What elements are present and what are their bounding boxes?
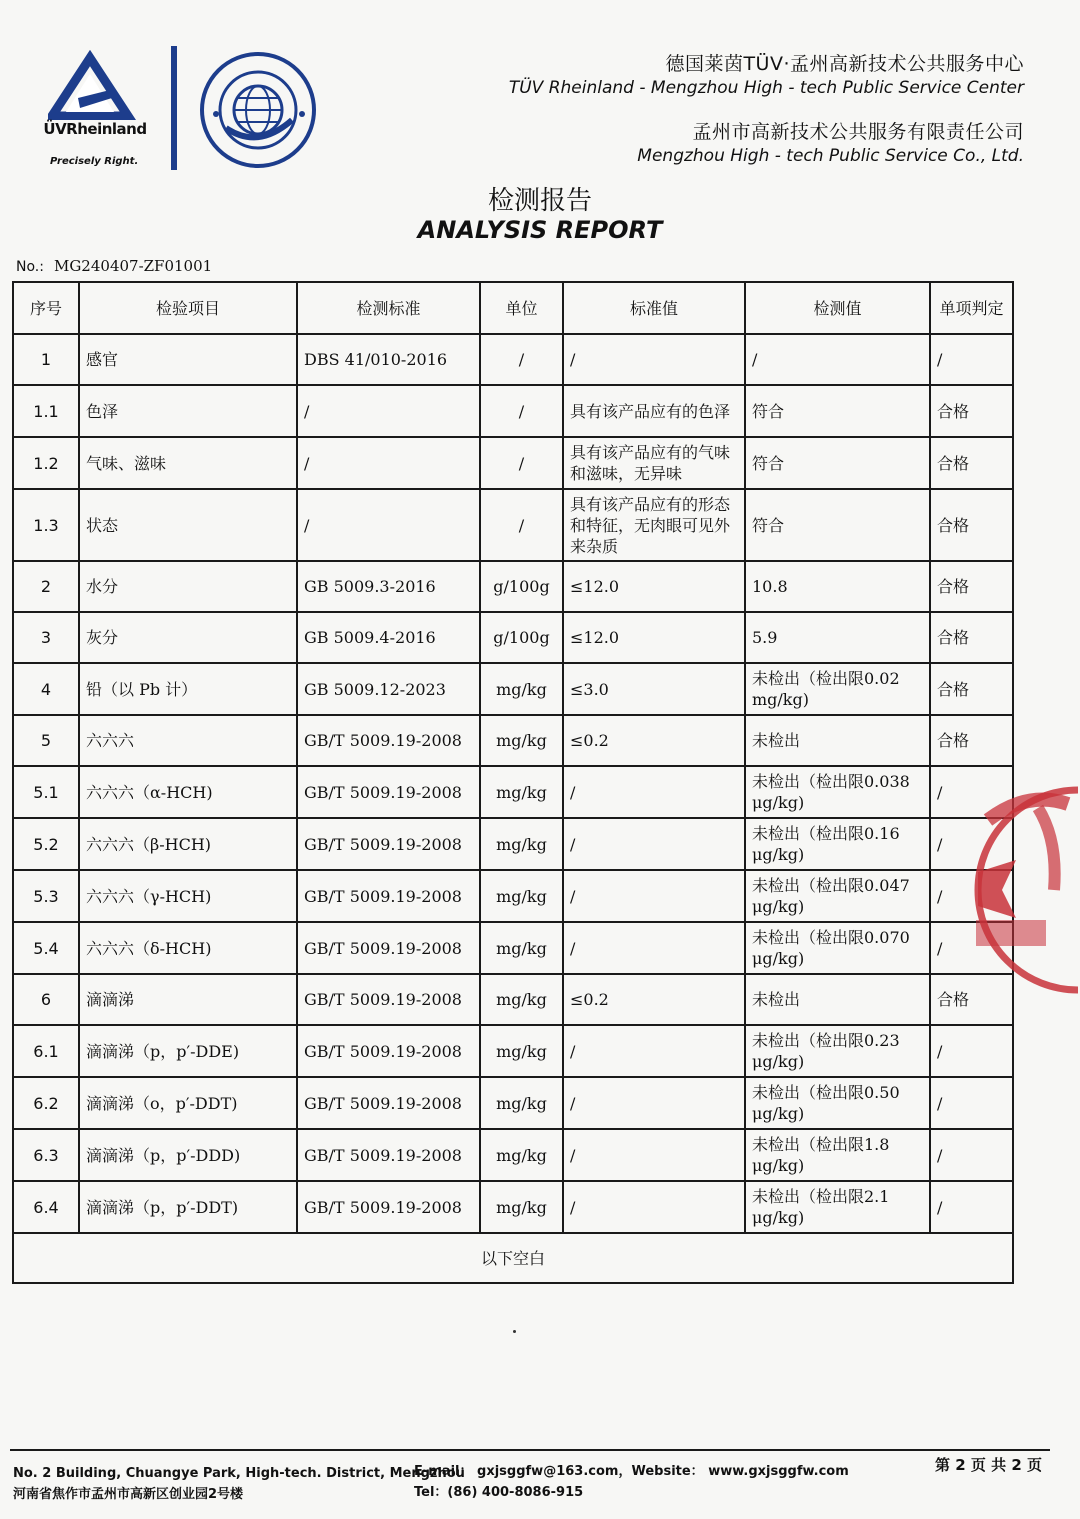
cell-unit: mg/kg	[480, 1129, 563, 1181]
cell-seq: 1.1	[13, 385, 79, 437]
report-number-value: MG240407-ZF01001	[53, 257, 213, 275]
header-divider	[171, 46, 177, 170]
cell-item: 六六六（γ-HCH)	[79, 870, 297, 922]
cell-item: 滴滴涕（p，p′-DDE)	[79, 1025, 297, 1077]
cell-limit: ≤0.2	[563, 974, 745, 1025]
telephone: Tel：(86) 400-8086-915	[414, 1485, 584, 1500]
scan-speck	[513, 1330, 516, 1333]
cell-unit: /	[480, 334, 563, 385]
tuv-triangle-icon	[48, 50, 138, 120]
report-number-label: No.:	[16, 259, 44, 275]
cell-item: 铅（以 Pb 计）	[79, 663, 297, 715]
cell-limit: /	[563, 766, 745, 818]
cell-standard: GB/T 5009.19-2008	[297, 715, 480, 766]
cell-judgement: /	[930, 818, 1013, 870]
cell-seq: 4	[13, 663, 79, 715]
cell-unit: mg/kg	[480, 663, 563, 715]
table-row	[13, 1025, 1013, 1077]
org-name-en-1: TÜV Rheinland - Mengzhou High - tech Public Service Center	[508, 78, 1024, 98]
cell-standard: GB/T 5009.19-2008	[297, 1181, 480, 1233]
cell-limit: ≤12.0	[563, 612, 745, 663]
cell-item: 感官	[79, 334, 297, 385]
cell-judgement: /	[930, 334, 1013, 385]
report-number	[16, 257, 212, 275]
table-row	[13, 334, 1013, 385]
cell-limit: /	[563, 1181, 745, 1233]
cell-unit: mg/kg	[480, 922, 563, 974]
cell-seq: 5.3	[13, 870, 79, 922]
cell-result: /	[745, 334, 930, 385]
cell-judgement: /	[930, 1025, 1013, 1077]
cell-unit: mg/kg	[480, 766, 563, 818]
footer-contact	[414, 1461, 849, 1503]
cell-judgement: /	[930, 870, 1013, 922]
cell-judgement: /	[930, 1129, 1013, 1181]
cell-judgement: 合格	[930, 974, 1013, 1025]
analysis-table	[12, 281, 1014, 1284]
cell-judgement: 合格	[930, 385, 1013, 437]
table-blank-row	[13, 1233, 1013, 1283]
cell-result: 未检出（检出限2.1 μg/kg)	[745, 1181, 930, 1233]
cell-result: 符合	[745, 437, 930, 489]
cell-standard: GB/T 5009.19-2008	[297, 870, 480, 922]
cell-item: 六六六（α-HCH)	[79, 766, 297, 818]
cell-limit: /	[563, 334, 745, 385]
cell-seq: 6.2	[13, 1077, 79, 1129]
cell-limit: /	[563, 922, 745, 974]
cell-unit: /	[480, 489, 563, 561]
table-row	[13, 715, 1013, 766]
cell-item: 气味、滋味	[79, 437, 297, 489]
cell-judgement: 合格	[930, 489, 1013, 561]
cell-seq: 1.3	[13, 489, 79, 561]
header-seq: 序号	[13, 282, 79, 334]
organization-header	[509, 52, 1024, 168]
table-row	[13, 1129, 1013, 1181]
cell-standard: GB/T 5009.19-2008	[297, 818, 480, 870]
header-result: 检测值	[745, 282, 930, 334]
cell-standard: GB/T 5009.19-2008	[297, 1025, 480, 1077]
table-header-row	[13, 282, 1013, 334]
cell-standard: GB/T 5009.19-2008	[297, 1129, 480, 1181]
cell-result: 未检出（检出限0.50 μg/kg)	[745, 1077, 930, 1129]
cell-result: 符合	[745, 489, 930, 561]
cell-unit: mg/kg	[480, 870, 563, 922]
cell-limit: /	[563, 818, 745, 870]
cell-unit: /	[480, 437, 563, 489]
cell-standard: /	[297, 489, 480, 561]
header-standard: 检测标准	[297, 282, 480, 334]
report-title	[0, 186, 1080, 244]
cell-unit: mg/kg	[480, 1025, 563, 1077]
cell-standard: GB/T 5009.19-2008	[297, 766, 480, 818]
report-title-en: ANALYSIS REPORT	[417, 216, 663, 244]
cell-unit: mg/kg	[480, 818, 563, 870]
cell-limit: ≤3.0	[563, 663, 745, 715]
table-row	[13, 818, 1013, 870]
cell-judgement: /	[930, 1181, 1013, 1233]
cell-unit: mg/kg	[480, 1077, 563, 1129]
cell-item: 滴滴涕（p，p′-DDT)	[79, 1181, 297, 1233]
table-row	[13, 437, 1013, 489]
cell-seq: 5.1	[13, 766, 79, 818]
header-item: 检验项目	[79, 282, 297, 334]
cell-item: 六六六（δ-HCH)	[79, 922, 297, 974]
cell-seq: 6.1	[13, 1025, 79, 1077]
cell-result: 10.8	[745, 561, 930, 612]
tuv-rheinland-logo	[40, 50, 150, 175]
cell-standard: DBS 41/010-2016	[297, 334, 480, 385]
cell-seq: 6	[13, 974, 79, 1025]
cell-unit: g/100g	[480, 561, 563, 612]
table-row	[13, 561, 1013, 612]
cell-result: 符合	[745, 385, 930, 437]
cell-item: 滴滴涕（o，p′-DDT)	[79, 1077, 297, 1129]
cell-item: 色泽	[79, 385, 297, 437]
cell-judgement: 合格	[930, 437, 1013, 489]
footer-address	[13, 1463, 465, 1505]
cell-result: 未检出（检出限0.16 μg/kg)	[745, 818, 930, 870]
cell-limit: /	[563, 1129, 745, 1181]
cell-limit: 具有该产品应有的气味和滋味，无异味	[563, 437, 745, 489]
cell-standard: /	[297, 385, 480, 437]
cell-standard: GB/T 5009.19-2008	[297, 974, 480, 1025]
cell-limit: ≤0.2	[563, 715, 745, 766]
cell-unit: /	[480, 385, 563, 437]
table-row	[13, 974, 1013, 1025]
cell-item: 六六六（β-HCH)	[79, 818, 297, 870]
cell-standard: GB 5009.12-2023	[297, 663, 480, 715]
table-row	[13, 870, 1013, 922]
table-row	[13, 766, 1013, 818]
blank-note: 以下空白	[13, 1233, 1013, 1283]
cell-result: 未检出	[745, 974, 930, 1025]
address-en: No. 2 Building, Chuangye Park, High-tech. District, Mengzhou	[13, 1466, 465, 1481]
cell-standard: GB 5009.4-2016	[297, 612, 480, 663]
table-row	[13, 385, 1013, 437]
cell-standard: GB 5009.3-2016	[297, 561, 480, 612]
cell-judgement: 合格	[930, 612, 1013, 663]
cell-result: 未检出（检出限0.038 μg/kg)	[745, 766, 930, 818]
cell-standard: GB/T 5009.19-2008	[297, 922, 480, 974]
cell-limit: ≤12.0	[563, 561, 745, 612]
table-row	[13, 1077, 1013, 1129]
cell-item: 滴滴涕（p，p′-DDD)	[79, 1129, 297, 1181]
cell-judgement: /	[930, 922, 1013, 974]
cell-unit: mg/kg	[480, 1181, 563, 1233]
table-row	[13, 612, 1013, 663]
cell-limit: /	[563, 1025, 745, 1077]
cell-item: 滴滴涕	[79, 974, 297, 1025]
cell-unit: mg/kg	[480, 715, 563, 766]
table-row	[13, 1181, 1013, 1233]
cell-judgement: 合格	[930, 715, 1013, 766]
footer-divider	[10, 1449, 1050, 1451]
cell-seq: 2	[13, 561, 79, 612]
cell-limit: /	[563, 870, 745, 922]
cell-result: 未检出（检出限0.070 μg/kg)	[745, 922, 930, 974]
cell-standard: GB/T 5009.19-2008	[297, 1077, 480, 1129]
cell-seq: 1	[13, 334, 79, 385]
tuv-slogan: Precisely Right.	[50, 156, 139, 167]
cell-result: 未检出（检出限1.8 μg/kg)	[745, 1129, 930, 1181]
cell-standard: /	[297, 437, 480, 489]
org-name-en-2: Mengzhou High - tech Public Service Co., Ltd.	[637, 146, 1024, 166]
cell-seq: 5	[13, 715, 79, 766]
cell-judgement: /	[930, 766, 1013, 818]
table-row	[13, 922, 1013, 974]
cell-judgement: 合格	[930, 663, 1013, 715]
cell-item: 状态	[79, 489, 297, 561]
cell-limit: /	[563, 1077, 745, 1129]
page-number: 第 2 页 共 2 页	[935, 1456, 1042, 1474]
header-limit: 标准值	[563, 282, 745, 334]
cell-unit: g/100g	[480, 612, 563, 663]
table-row	[13, 489, 1013, 561]
org-name-cn-1: 德国莱茵TÜV·孟州高新技术公共服务中心	[665, 53, 1024, 75]
cell-item: 水分	[79, 561, 297, 612]
header-unit: 单位	[480, 282, 563, 334]
cell-limit: 具有该产品应有的形态和特征，无肉眼可见外来杂质	[563, 489, 745, 561]
cell-limit: 具有该产品应有的色泽	[563, 385, 745, 437]
table-row	[13, 663, 1013, 715]
cell-result: 未检出	[745, 715, 930, 766]
cell-seq: 5.2	[13, 818, 79, 870]
header-judgement: 单项判定	[930, 282, 1013, 334]
org-name-cn-2: 孟州市高新技术公共服务有限责任公司	[692, 121, 1024, 143]
service-center-seal-logo	[198, 50, 322, 170]
cell-seq: 3	[13, 612, 79, 663]
cell-seq: 1.2	[13, 437, 79, 489]
cell-item: 灰分	[79, 612, 297, 663]
cell-result: 未检出（检出限0.02 mg/kg)	[745, 663, 930, 715]
report-title-cn: 检测报告	[487, 186, 592, 216]
cell-seq: 6.3	[13, 1129, 79, 1181]
cell-item: 六六六	[79, 715, 297, 766]
tuv-brand-name: ÜVRheinland	[43, 120, 147, 138]
cell-seq: 6.4	[13, 1181, 79, 1233]
cell-unit: mg/kg	[480, 974, 563, 1025]
address-cn: 河南省焦作市孟州市高新区创业园2号楼	[13, 1487, 244, 1502]
company-seal-stamp	[968, 780, 1078, 1000]
cell-judgement: 合格	[930, 561, 1013, 612]
email-website: E-mail： gxjsggfw@163.com，Website： www.gxjsggfw.com	[414, 1464, 849, 1479]
cell-result: 5.9	[745, 612, 930, 663]
cell-judgement: /	[930, 1077, 1013, 1129]
cell-result: 未检出（检出限0.047 μg/kg)	[745, 870, 930, 922]
cell-seq: 5.4	[13, 922, 79, 974]
cell-result: 未检出（检出限0.23 μg/kg)	[745, 1025, 930, 1077]
